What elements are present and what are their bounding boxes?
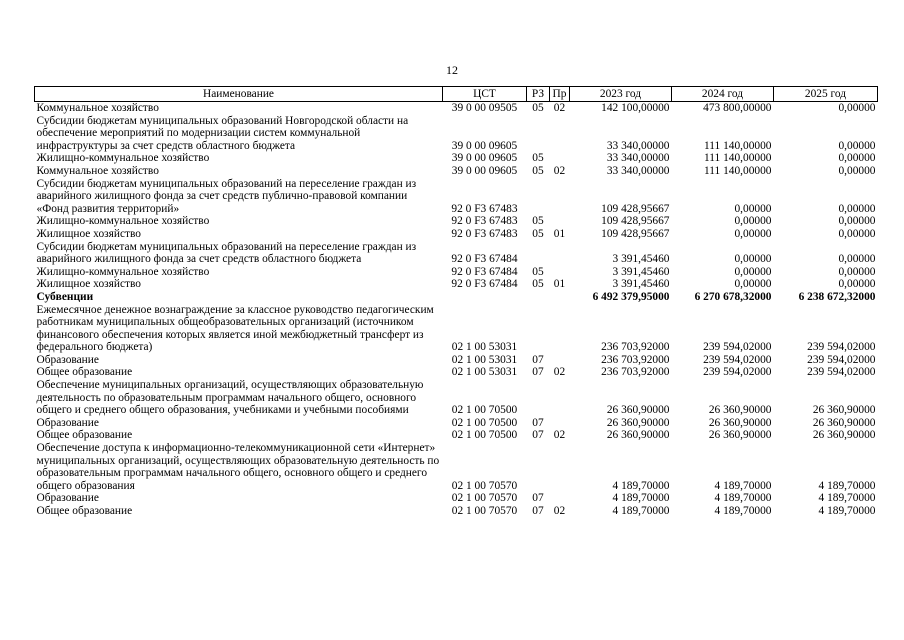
row-name: Субсидии бюджетам муниципальных образований на переселение граждан из аварийного жилищного фонда за счет средств публично-правовой компании «Фонд развития территорий» [36, 177, 417, 215]
row-value-2025: 0,00000 [838, 202, 876, 215]
row-name: Ежемесячное денежное вознаграждение за классное руководство педагогическим работникам муниципальных общеобразовательных организаций (источником финансового обеспечения которых является иной межбюджетный трансферт из федерального бюджета) [36, 303, 434, 354]
row-value-2025: 0,00000 [838, 253, 876, 266]
row-csr: 39 0 00 09605 [451, 139, 518, 152]
row-name: Обеспечение доступа к информационно-телекоммуникационной сети «Интернет» муниципальных организаций, осуществляющих образовательную деятельность по образовательным программам начального общего, основного общего и среднего общего образования [36, 442, 440, 492]
row-csr: 92 0 F3 67484 [451, 253, 518, 266]
row-pr [550, 304, 570, 354]
row-csr: 02 1 00 70500 [451, 429, 518, 442]
row-value-2024: 4 189,70000 [714, 492, 772, 505]
row-value-2024: 26 360,90000 [708, 429, 772, 442]
row-value-2024: 0,00000 [734, 253, 772, 266]
row-rz: 05 [532, 102, 544, 114]
row-value-2023: 33 340,00000 [606, 164, 670, 177]
row-value-2024: 0,00000 [734, 278, 772, 291]
table-row [35, 178, 878, 216]
row-rz: 05 [532, 278, 544, 291]
row-value-2024: 0,00000 [734, 265, 772, 278]
table-body [35, 102, 878, 518]
row-rz: 07 [532, 353, 544, 366]
page-number: 12 [446, 63, 458, 77]
table-row [35, 266, 878, 279]
row-rz: 07 [532, 492, 544, 505]
row-value-2025: 0,00000 [838, 265, 876, 278]
row-value-2025: 0,00000 [838, 102, 876, 114]
row-value-2024: 239 594,02000 [703, 366, 772, 379]
row-name: Коммунальное хозяйство [36, 164, 159, 177]
row-value-2024: 26 360,90000 [708, 404, 772, 417]
row-csr: 92 0 F3 67484 [451, 265, 518, 278]
row-value-2023: 4 189,70000 [612, 479, 670, 492]
row-pr [550, 215, 570, 228]
row-value-2023: 3 391,45460 [612, 278, 670, 291]
row-rz: 05 [532, 164, 544, 177]
row-name: Жилищно-коммунальное хозяйство [36, 152, 210, 165]
row-value-2025: 0,00000 [838, 164, 876, 177]
row-value-2025: 26 360,90000 [812, 429, 876, 442]
row-name: Субсидии бюджетам муниципальных образований на переселение граждан из аварийного жилищного фонда за счет средств областного бюджета [36, 240, 417, 266]
header-pr: Пр [550, 87, 570, 102]
header-2024: 2024 год [672, 87, 774, 102]
table-row [35, 165, 878, 178]
row-value-2024: 239 594,02000 [703, 341, 772, 354]
row-name: Образование [36, 353, 99, 366]
row-pr [550, 241, 570, 266]
row-value-2023: 6 492 379,95000 [592, 290, 670, 303]
table-row [35, 304, 878, 354]
row-pr [550, 417, 570, 430]
row-pr: 02 [553, 102, 566, 114]
table-row [35, 417, 878, 430]
row-rz: 07 [532, 505, 544, 517]
row-csr: 39 0 00 09605 [451, 152, 518, 165]
row-csr: 39 0 00 09505 [451, 102, 518, 114]
row-value-2025: 239 594,02000 [807, 366, 876, 379]
row-csr: 02 1 00 70500 [451, 416, 518, 429]
row-csr: 02 1 00 53031 [451, 353, 518, 366]
row-value-2024: 0,00000 [734, 227, 772, 240]
row-value-2025: 6 238 672,32000 [798, 290, 876, 303]
table-row [35, 215, 878, 228]
row-name: Общее образование [36, 366, 133, 379]
row-value-2023: 142 100,00000 [601, 102, 670, 114]
header-2023: 2023 год [570, 87, 672, 102]
row-rz [527, 379, 550, 417]
row-value-2025: 239 594,02000 [807, 341, 876, 354]
row-pr [550, 379, 570, 417]
row-rz: 07 [532, 429, 544, 442]
row-value-2025: 4 189,70000 [818, 492, 876, 505]
row-csr: 02 1 00 70570 [451, 492, 518, 505]
row-value-2024: 0,00000 [734, 202, 772, 215]
row-csr: 39 0 00 09605 [451, 164, 518, 177]
table-row [35, 505, 878, 518]
table-row [35, 442, 878, 492]
table-row [35, 429, 878, 442]
row-csr: 02 1 00 53031 [451, 341, 518, 354]
row-value-2023: 109 428,95667 [601, 215, 670, 228]
row-value-2025: 26 360,90000 [812, 416, 876, 429]
row-name: Коммунальное хозяйство [36, 102, 159, 114]
row-csr: 92 0 F3 67483 [451, 202, 518, 215]
row-pr [550, 492, 570, 505]
row-csr: 92 0 F3 67484 [451, 278, 518, 291]
row-rz: 07 [532, 366, 544, 379]
table-row [35, 278, 878, 291]
budget-table [34, 86, 878, 518]
row-rz [527, 291, 550, 304]
row-value-2025: 26 360,90000 [812, 404, 876, 417]
row-pr [550, 442, 570, 492]
row-value-2024: 4 189,70000 [714, 505, 772, 517]
row-rz [527, 115, 550, 153]
row-csr: 92 0 F3 67483 [451, 215, 518, 228]
row-pr [550, 152, 570, 165]
row-value-2023: 109 428,95667 [601, 202, 670, 215]
row-csr [443, 291, 527, 304]
row-csr: 02 1 00 53031 [451, 366, 518, 379]
header-rz: РЗ [527, 87, 550, 102]
table-row [35, 228, 878, 241]
row-value-2023: 236 703,92000 [601, 353, 670, 366]
row-name: Субвенции [36, 290, 94, 303]
row-value-2025: 4 189,70000 [818, 505, 876, 517]
header-name: Наименование [35, 87, 443, 102]
row-pr: 01 [553, 227, 566, 240]
row-csr: 02 1 00 70500 [451, 404, 518, 417]
table-row [35, 291, 878, 304]
row-rz [527, 304, 550, 354]
row-name: Образование [36, 416, 99, 429]
row-value-2023: 33 340,00000 [606, 152, 670, 165]
row-pr [550, 115, 570, 153]
table-row [35, 152, 878, 165]
row-rz: 07 [532, 416, 544, 429]
row-value-2023: 26 360,90000 [606, 416, 670, 429]
row-pr: 02 [553, 164, 566, 177]
row-value-2024: 4 189,70000 [714, 479, 772, 492]
row-pr [550, 266, 570, 279]
row-rz: 05 [532, 227, 544, 240]
table-row [35, 366, 878, 379]
row-value-2024: 111 140,00000 [704, 139, 772, 152]
row-value-2023: 26 360,90000 [606, 429, 670, 442]
row-name: Субсидии бюджетам муниципальных образований Новгородской области на обеспечение мероприятий по модернизации систем коммунальной инфраструктуры за счет средств областного бюджета [36, 114, 409, 152]
row-value-2023: 236 703,92000 [601, 366, 670, 379]
row-value-2023: 26 360,90000 [606, 404, 670, 417]
row-value-2025: 0,00000 [838, 152, 876, 165]
row-value-2024: 111 140,00000 [704, 152, 772, 165]
row-value-2023: 33 340,00000 [606, 139, 670, 152]
row-name: Жилищно-коммунальное хозяйство [36, 265, 210, 278]
table-row [35, 102, 878, 115]
row-value-2025: 0,00000 [838, 215, 876, 228]
row-value-2023: 4 189,70000 [612, 492, 670, 505]
row-csr: 92 0 F3 67483 [451, 227, 518, 240]
row-rz [527, 442, 550, 492]
row-pr [550, 291, 570, 304]
row-value-2024: 0,00000 [734, 215, 772, 228]
row-value-2024: 111 140,00000 [704, 164, 772, 177]
row-csr: 02 1 00 70570 [451, 505, 518, 517]
row-value-2025: 0,00000 [838, 139, 876, 152]
table-row [35, 115, 878, 153]
row-pr [550, 178, 570, 216]
row-value-2025: 0,00000 [838, 278, 876, 291]
row-name: Общее образование [36, 429, 133, 442]
header-2025: 2025 год [774, 87, 878, 102]
row-value-2023: 109 428,95667 [601, 227, 670, 240]
row-name: Обеспечение муниципальных организаций, осуществляющих образовательную деятельность по образовательным программам начального общего, основного общего и среднего общего образования, учебниками и учебными пособиями [36, 379, 424, 417]
header-csr: ЦСТ [443, 87, 527, 102]
row-name: Общее образование [36, 505, 133, 517]
row-rz: 05 [532, 215, 544, 228]
row-value-2025: 4 189,70000 [818, 479, 876, 492]
row-value-2024: 473 800,00000 [703, 102, 772, 114]
row-value-2025: 0,00000 [838, 227, 876, 240]
row-name: Жилищное хозяйство [36, 278, 142, 291]
row-value-2024: 26 360,90000 [708, 416, 772, 429]
row-pr: 02 [553, 429, 566, 442]
row-value-2024: 239 594,02000 [703, 353, 772, 366]
row-name: Жилищное хозяйство [36, 227, 142, 240]
row-name: Жилищно-коммунальное хозяйство [36, 215, 210, 228]
row-value-2024: 6 270 678,32000 [694, 290, 772, 303]
row-value-2023: 4 189,70000 [612, 505, 670, 517]
row-value-2025: 239 594,02000 [807, 353, 876, 366]
table-row [35, 492, 878, 505]
table-row [35, 379, 878, 417]
row-pr: 01 [553, 278, 566, 291]
row-pr: 02 [553, 505, 566, 517]
row-name: Образование [36, 492, 99, 505]
table-row [35, 241, 878, 266]
row-rz [527, 178, 550, 216]
row-pr [550, 354, 570, 367]
row-value-2023: 3 391,45460 [612, 253, 670, 266]
table-row [35, 354, 878, 367]
row-rz: 05 [532, 265, 544, 278]
row-pr: 02 [553, 366, 566, 379]
row-value-2023: 236 703,92000 [601, 341, 670, 354]
row-csr: 02 1 00 70570 [451, 479, 518, 492]
row-rz [527, 241, 550, 266]
row-rz: 05 [532, 152, 544, 165]
table-header-row [35, 87, 878, 102]
row-value-2023: 3 391,45460 [612, 265, 670, 278]
